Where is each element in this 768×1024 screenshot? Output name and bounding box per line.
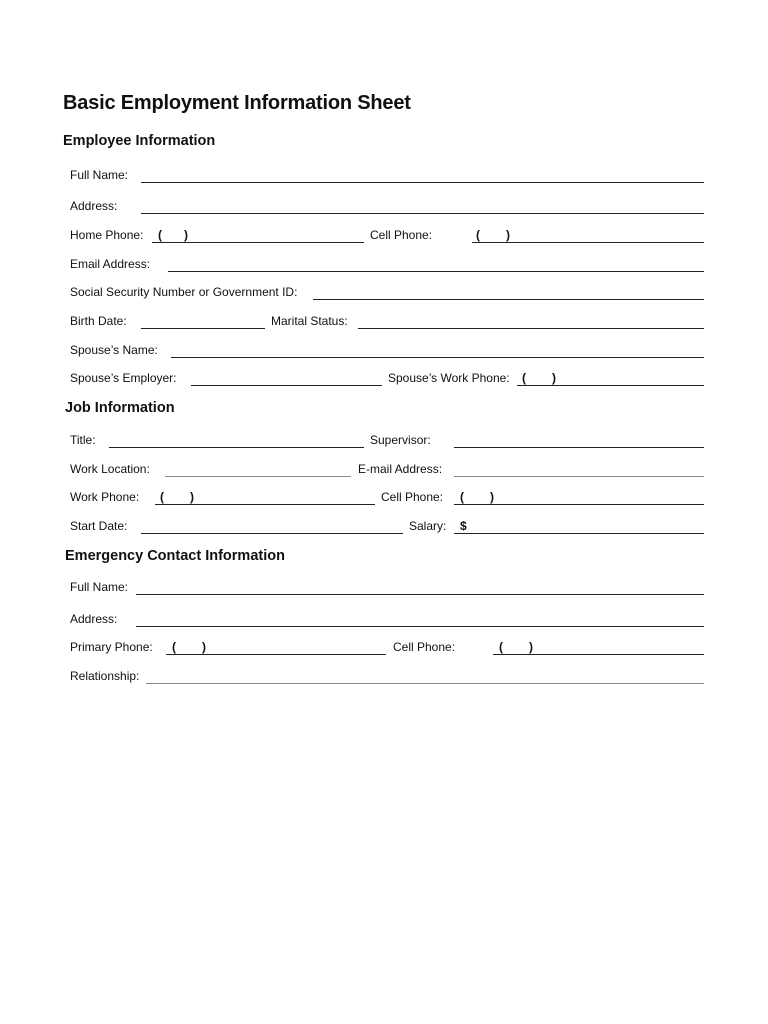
emergency-cell-phone-field[interactable]: [493, 654, 704, 655]
primary-phone-label: Primary Phone:: [70, 640, 153, 654]
section-heading-emergency: Emergency Contact Information: [65, 548, 285, 564]
job-title-label: Title:: [70, 433, 96, 447]
job-email-field[interactable]: [454, 476, 704, 477]
salary-field[interactable]: [454, 533, 704, 534]
home-phone-label: Home Phone:: [70, 228, 144, 242]
birth-date-label: Birth Date:: [70, 314, 127, 328]
job-email-label: E-mail Address:: [358, 462, 443, 476]
spouse-work-phone-area-code: ( ): [522, 371, 556, 385]
emergency-address-field[interactable]: [136, 626, 704, 627]
section-heading-employee: Employee Information: [63, 133, 216, 149]
spouse-name-field[interactable]: [171, 357, 704, 358]
ssn-field[interactable]: [313, 299, 704, 300]
supervisor-label: Supervisor:: [370, 433, 431, 447]
relationship-label: Relationship:: [70, 669, 140, 683]
email-field[interactable]: [168, 271, 704, 272]
spouse-work-phone-field[interactable]: [517, 385, 704, 386]
ssn-label: Social Security Number or Government ID:: [70, 285, 298, 299]
work-phone-label: Work Phone:: [70, 490, 140, 504]
cell-phone-label: Cell Phone:: [370, 228, 433, 242]
work-phone-field[interactable]: [155, 504, 375, 505]
marital-status-label: Marital Status:: [271, 314, 348, 328]
cell-phone-area-code: ( ): [476, 228, 510, 242]
supervisor-field[interactable]: [454, 447, 704, 448]
marital-status-field[interactable]: [358, 328, 704, 329]
home-phone-area-code: ( ): [158, 228, 188, 242]
page-title: Basic Employment Information Sheet: [63, 92, 411, 114]
emergency-full-name-label: Full Name:: [70, 580, 129, 594]
emergency-full-name-field[interactable]: [136, 594, 704, 595]
home-phone-field[interactable]: [152, 242, 364, 243]
spouse-employer-field[interactable]: [191, 385, 382, 386]
job-cell-phone-field[interactable]: [454, 504, 704, 505]
address-label: Address:: [70, 199, 118, 213]
relationship-field[interactable]: [146, 683, 704, 684]
spouse-work-phone-label: Spouse’s Work Phone:: [388, 371, 510, 385]
spouse-name-label: Spouse’s Name:: [70, 343, 158, 357]
job-cell-phone-label: Cell Phone:: [381, 490, 444, 504]
emergency-address-label: Address:: [70, 612, 118, 626]
emergency-cell-phone-label: Cell Phone:: [393, 640, 456, 654]
start-date-label: Start Date:: [70, 519, 128, 533]
work-phone-area-code: ( ): [160, 490, 194, 504]
salary-label: Salary:: [409, 519, 447, 533]
email-label: Email Address:: [70, 257, 151, 271]
emergency-cell-phone-area-code: ( ): [499, 640, 533, 654]
spouse-employer-label: Spouse’s Employer:: [70, 371, 177, 385]
work-location-label: Work Location:: [70, 462, 150, 476]
work-location-field[interactable]: [165, 476, 351, 477]
full-name-label: Full Name:: [70, 168, 129, 182]
job-title-field[interactable]: [109, 447, 364, 448]
salary-currency-symbol: $: [460, 519, 467, 533]
birth-date-field[interactable]: [141, 328, 265, 329]
full-name-field[interactable]: [141, 182, 704, 183]
job-cell-phone-area-code: ( ): [460, 490, 494, 504]
primary-phone-area-code: ( ): [172, 640, 206, 654]
start-date-field[interactable]: [141, 533, 403, 534]
cell-phone-field[interactable]: [472, 242, 704, 243]
address-field[interactable]: [141, 213, 704, 214]
primary-phone-field[interactable]: [166, 654, 386, 655]
section-heading-job: Job Information: [65, 400, 175, 416]
